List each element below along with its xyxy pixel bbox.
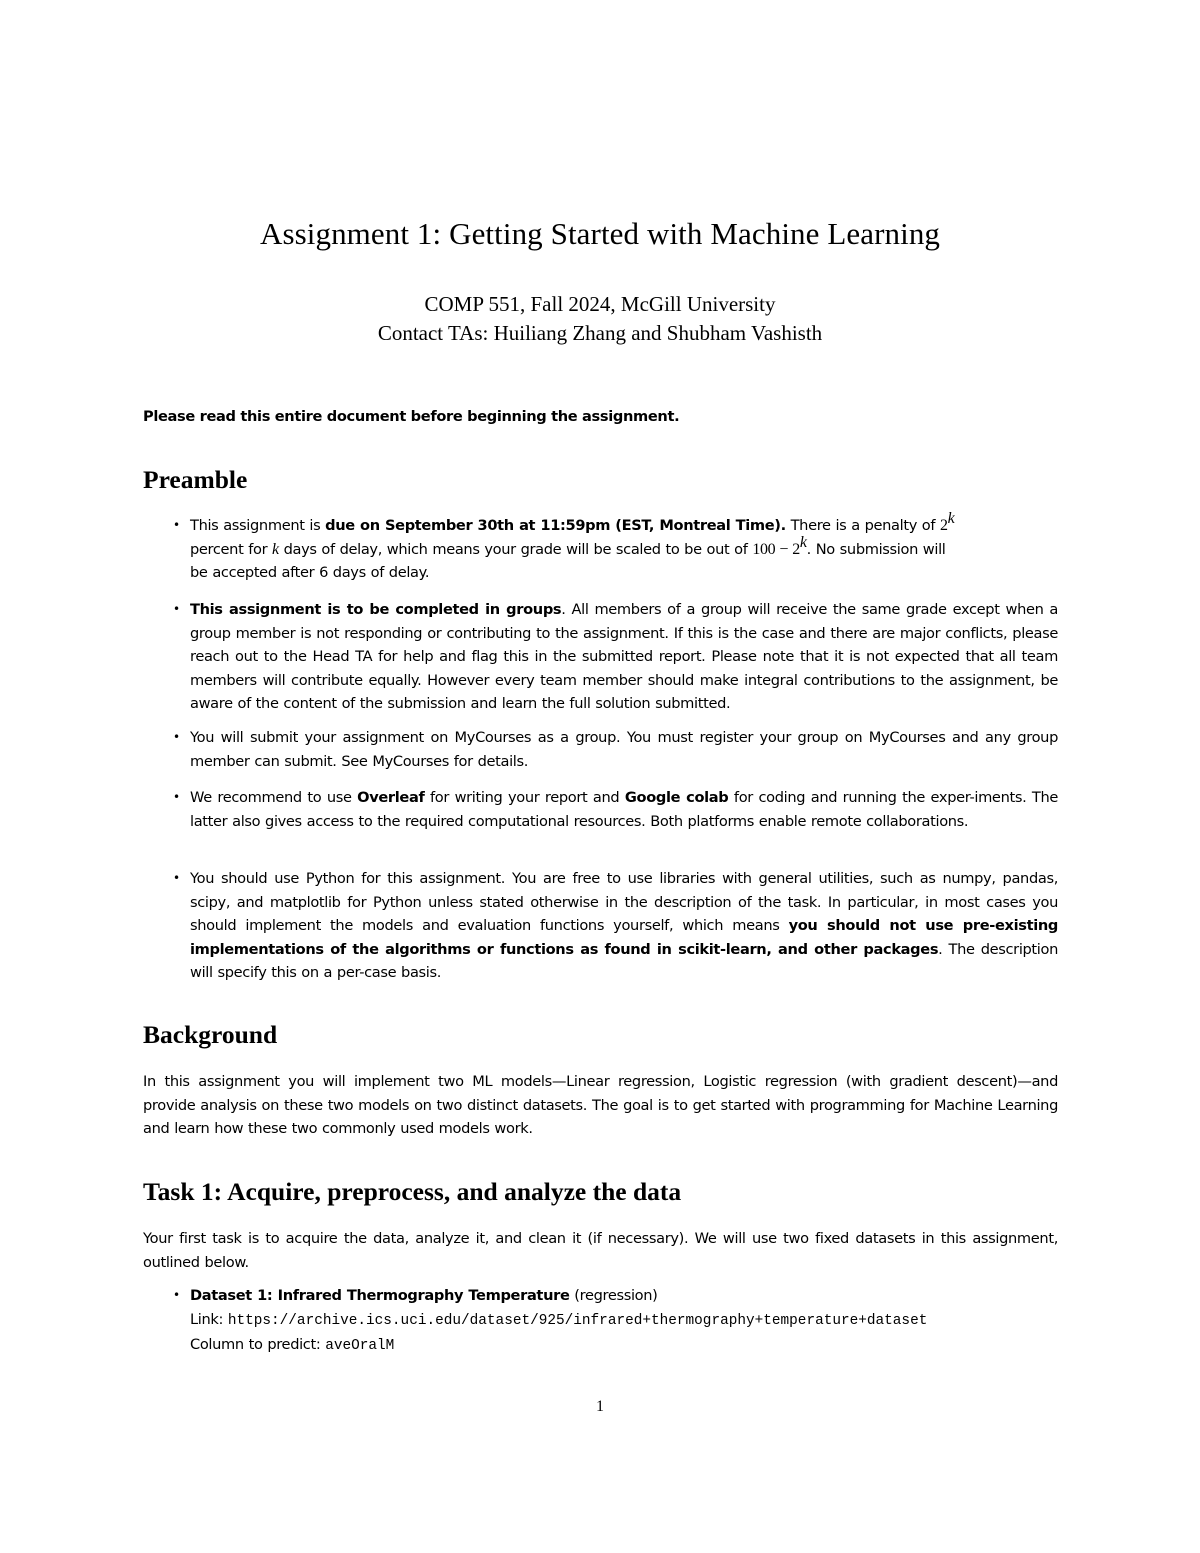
bullet-marker: •	[173, 518, 181, 532]
dataset1-name: Dataset 1: Infrared Thermography Temperature	[190, 1287, 570, 1304]
dataset1-link[interactable]: https://archive.ics.uci.edu/dataset/925/infrared+thermography+temperature+dataset	[227, 1312, 928, 1329]
page-number: 1	[596, 1398, 604, 1415]
read-warning: Please read this entire document before beginning the assignment.	[143, 408, 680, 425]
preamble-item-python: You should use Python for this assignment. You are free to use libraries with general utilities, such as numpy, pandas, scipy, and matplotlib for Python unless stated otherwise in the description of the task. In particular, in most cases you should implement the models and evaluation functions yourself, which means you should not use pre-existing implementations of the algorithms or functions as found in scikit-learn, and other packages. The description will specify this on a per-case basis.	[190, 870, 1058, 981]
preamble-heading: Preamble	[143, 465, 248, 494]
bullet-marker: •	[173, 1288, 181, 1302]
preamble-item-tools: We recommend to use Overleaf for writing your report and Google colab for coding and running the exper-iments. The latter also gives access to the required computational resources. Both platforms enable remote collaborations.	[190, 789, 1059, 830]
course-info: COMP 551, Fall 2024, McGill University	[424, 292, 776, 316]
bullet-marker: •	[173, 602, 181, 616]
contact-tas: Contact TAs: Huiliang Zhang and Shubham Vashisth	[377, 321, 823, 345]
bullet-marker: •	[173, 871, 181, 885]
document-title: Assignment 1: Getting Started with Machine Learning	[259, 216, 941, 251]
preamble-item-deadline: This assignment is due on September 30th at 11:59pm (EST, Montreal Time). There is a penalty of 2$^k$ percent for k days of delay, which means your grade will be scaled to be out of $100 - 2^k$. No submission will be accepted after 6 days of delay.	[190, 510, 955, 581]
task1-heading: Task 1: Acquire, preprocess, and analyze the data	[143, 1177, 682, 1206]
preamble-item-groups: This assignment is to be completed in groups. All members of a group will receive the same grade except when a group member is not responding or contributing to the assignment. If this is the case and there are major conflicts, please reach out to the Head TA for help and flag this in the submitted report. Please note that it is not expected that all team members will contribute equally. However every team member should make integral contributions to the assignment, be aware of the content of the submission and learn the full solution submitted.	[190, 601, 1058, 712]
task1-intro: Your first task is to acquire the data, analyze it, and clean it (if necessary). We will use two fixed datasets in this assignment, outlined below.	[143, 1230, 1058, 1271]
background-paragraph: In this assignment you will implement two ML models—Linear regression, Logistic regression (with gradient descent)—and provide analysis on these two models on two distinct datasets. The goal is to get started with programming for Machine Learning and learn how these two commonly used models work.	[143, 1073, 1058, 1137]
dataset1-target-column: aveOralM	[325, 1338, 395, 1354]
preamble-item-submission: You will submit your assignment on MyCourses as a group. You must register your group on MyCourses and any group member can submit. See MyCourses for details.	[190, 729, 1058, 770]
dataset1-item: Dataset 1: Infrared Thermography Temperature (regression) Link: https://archive.ics.uci.edu/dataset/925/infrared+thermography+temperature+dataset Column to predict: aveOralM	[190, 1287, 928, 1354]
bullet-marker: •	[173, 790, 181, 804]
background-heading: Background	[143, 1020, 278, 1049]
bullet-marker: •	[173, 730, 181, 744]
